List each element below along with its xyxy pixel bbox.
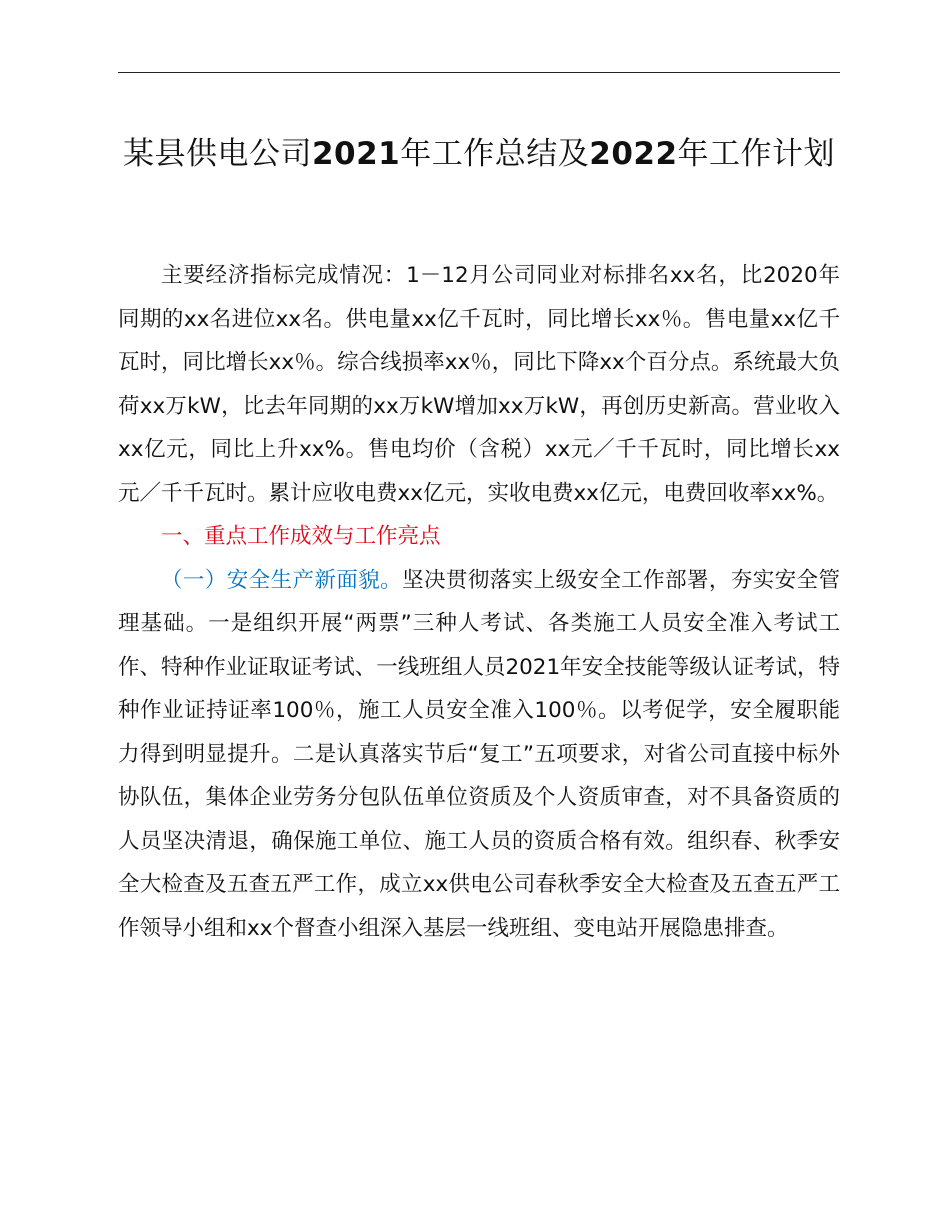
header-rule [118,72,840,73]
title-text-2: 年工作总结及 [400,136,590,172]
document-title [118,130,840,178]
title-year-2021: 2021 [311,136,401,172]
economic-indicators-paragraph: 主要经济指标完成情况：1－12月公司同业对标排名xx名，比2020年同期的xx名进位xx名。供电量xx亿千瓦时，同比增长xx％。售电量xx亿千瓦时，同比增长xx％。综合线损率xx％，同比下降xx个百分点。系统最大负荷xx万kW，比去年同期的xx万kW增加xx万kW，再创历史新高。营业收入xx亿元，同比上升xx%。售电均价（含税）xx元／千千瓦时，同比增长xx元／千千瓦时。累计应收电费xx亿元，实收电费xx亿元，电费回收率xx%。 [118,263,840,506]
subsection-body-safety: 坚决贯彻落实上级安全工作部署，夯实安全管理基础。一是组织开展“两票”三种人考试、各类施工人员安全准入考试工作、特种作业证取证考试、一线班组人员2021年安全技能等级认证考试，特种作业证持证率100％，施工人员安全准入100％。以考促学，安全履职能力得到明显提升。二是认真落实节后“复工”五项要求，对省公司直接中标外协队伍，集体企业劳务分包队伍单位资质及个人资质审查，对不具备资质的人员坚决清退，确保施工单位、施工人员的资质合格有效。组织春、秋季安全大检查及五查五严工作，成立xx供电公司春秋季安全大检查及五查五严工作领导小组和xx个督查小组深入基层一线班组、变电站开展隐患排查。 [118,567,840,941]
section-heading-key-work: 一、重点工作成效与工作亮点 [161,524,441,549]
title-year-2022: 2022 [589,136,678,172]
subsection-heading-safety: （一）安全生产新面貌。 [161,567,403,593]
document-body [118,254,840,950]
title-text-3: 年工作计划 [677,136,836,172]
safety-production-paragraph [118,559,840,951]
title-text-1: 某县供电公司 [122,136,312,172]
